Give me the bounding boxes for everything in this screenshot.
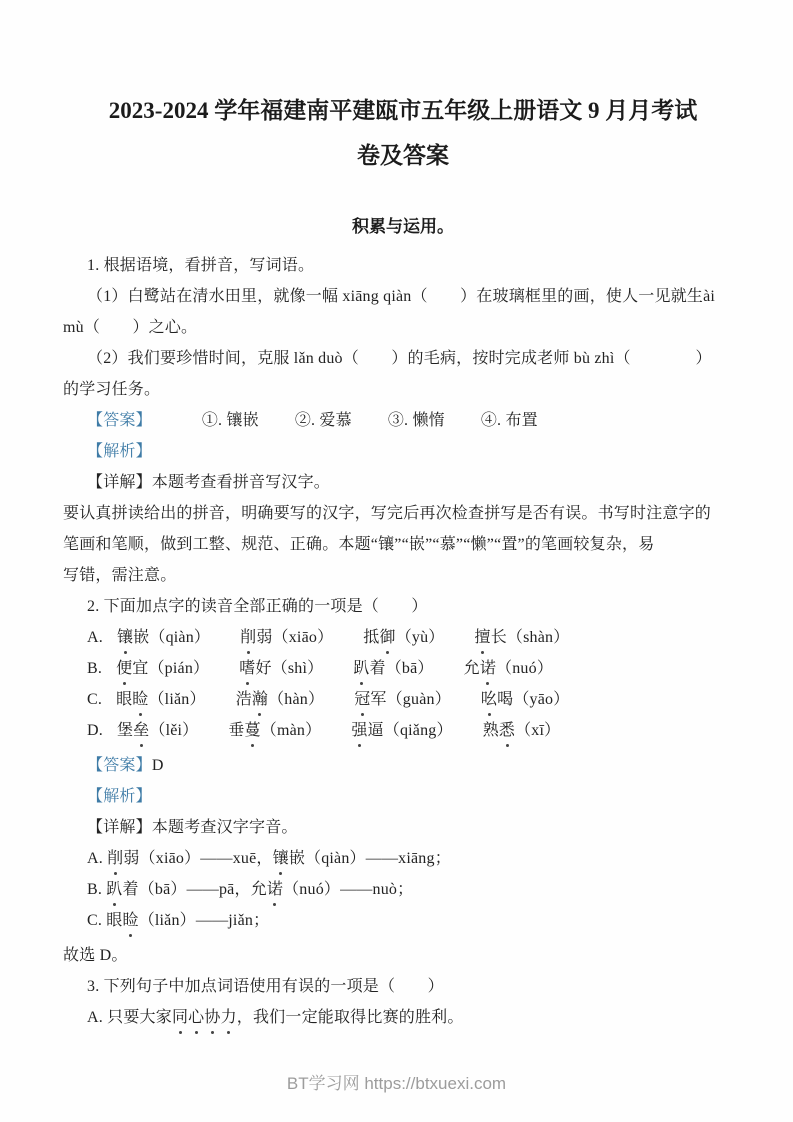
q2-option-d — [63, 715, 743, 746]
answer-label: 【答案】 — [87, 757, 152, 774]
q2-detail-line3: B. 趴着（bā）——pā，允诺（nuó）——nuò； — [63, 874, 743, 905]
q1-detail-line1: 【详解】本题考查看拼音写汉字。 — [87, 474, 331, 491]
q2-conclusion: 故选 D。 — [63, 947, 128, 964]
q2-option-d-label: D. — [87, 722, 103, 739]
q1-detail-line4: 写错，需注意。 — [63, 567, 177, 584]
q2-option-a-label: A. — [87, 629, 103, 646]
q2-option-a-item4: 擅长（shàn） — [475, 629, 570, 646]
q2-detail-line1: 【详解】本题考查汉字字音。 — [87, 819, 298, 836]
q2-option-b-item3: 趴着（bā） — [353, 660, 433, 677]
q2-option-c-item2: 浩瀚（hàn） — [236, 691, 325, 708]
q2-detail-line2: A. 削弱（xiāo）——xuē，镶嵌（qiàn）——xiāng； — [63, 843, 743, 874]
q2-option-c-item1: 眼睑（liǎn） — [116, 691, 206, 708]
q2-option-a-item3: 抵御（yù） — [363, 629, 444, 646]
analysis-label: 【解析】 — [87, 443, 152, 460]
q2-option-b-item4: 允诺（nuó） — [464, 660, 553, 677]
q2-option-b-item1: 便宜（pián） — [116, 660, 209, 677]
q1-part2-line2: 的学习任务。 — [63, 381, 161, 398]
page-title-line1: 2023-2024 学年福建南平建瓯市五年级上册语文 9 月月考试 — [108, 98, 698, 123]
q2-option-d-item3: 强逼（qiǎng） — [351, 722, 452, 739]
document-body — [0, 88, 793, 1033]
q2-option-c — [63, 684, 743, 715]
q1-part1-line2: mù（ ）之心。 — [63, 319, 198, 336]
q1-detail-line2: 要认真拼读给出的拼音，明确要写的汉字，写完后再次检查拼写是否有误。书写时注意字的 — [63, 505, 712, 522]
q1-answer-1: ①. 镶嵌 — [201, 412, 259, 429]
q1-prompt: 1. 根据语境，看拼音，写词语。 — [87, 257, 315, 274]
q1-answer-3: ③. 懒惰 — [387, 412, 445, 429]
q2-option-b — [63, 653, 743, 684]
q2-option-c-item4: 吆喝（yāo） — [481, 691, 570, 708]
q2-answer-value: D — [151, 757, 164, 774]
q2-analysis-row — [63, 781, 743, 812]
q2-option-a — [63, 622, 743, 653]
page-title — [63, 88, 743, 178]
q1-part1-line1: （1）白鹭站在清水田里，就像一幅 xiāng qiàn（ ）在玻璃框里的画，使人一见就生ài — [87, 288, 716, 305]
q3-option-a: A. 只要大家同心协力，我们一定能取得比赛的胜利。 — [63, 1002, 743, 1033]
analysis-label: 【解析】 — [87, 788, 152, 805]
page-title-line2: 卷及答案 — [357, 143, 449, 168]
q1-answer-row — [63, 405, 743, 436]
q2-detail-line4: C. 眼睑（liǎn）——jiǎn； — [63, 905, 743, 936]
q2-prompt: 2. 下面加点字的读音全部正确的一项是（ ） — [87, 598, 428, 615]
q1-part2-line1: （2）我们要珍惜时间，克服 lǎn duò（ ）的毛病，按时完成老师 bù zhì（ ） — [87, 350, 712, 367]
q3-prompt: 3. 下列句子中加点词语使用有误的一项是（ ） — [87, 978, 444, 995]
q2-option-b-item2: 嗜好（shì） — [239, 660, 323, 677]
q2-option-a-item2: 削弱（xiāo） — [240, 629, 333, 646]
site-watermark: BT学习网 https://btxuexi.com — [286, 1074, 507, 1093]
q1-answer-4: ④. 布置 — [480, 412, 538, 429]
q1-answer-2: ②. 爱慕 — [294, 412, 352, 429]
q1-detail-line3: 笔画和笔顺，做到工整、规范、正确。本题“镶”“嵌”“慕”“懒”“置”的笔画较复杂，易 — [63, 536, 655, 553]
q2-option-d-item2: 垂蔓（màn） — [228, 722, 321, 739]
q2-option-d-item4: 熟悉（xī） — [483, 722, 561, 739]
q1-analysis-row — [63, 436, 743, 467]
q2-option-c-item3: 冠军（guàn） — [354, 691, 451, 708]
section-heading: 积累与运用。 — [352, 217, 454, 236]
q2-option-c-label: C. — [87, 691, 103, 708]
answer-label: 【答案】 — [87, 412, 152, 429]
q2-option-a-item1: 镶嵌（qiàn） — [117, 629, 210, 646]
q2-option-b-label: B. — [87, 660, 103, 677]
q2-answer-row — [63, 750, 743, 781]
q2-option-d-item1: 堡垒（lěi） — [117, 722, 198, 739]
